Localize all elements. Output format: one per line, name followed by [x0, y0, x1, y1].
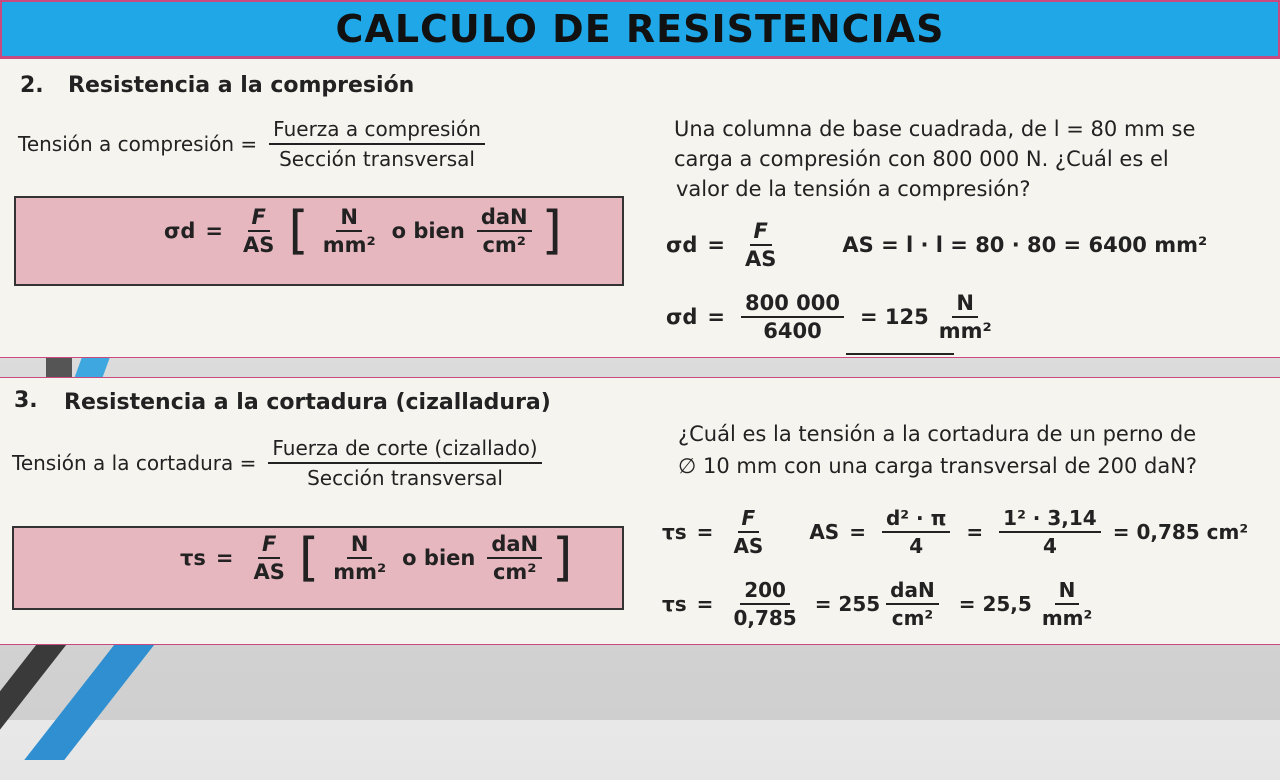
- o-bien: o bien: [402, 546, 476, 570]
- eq2-unit2-num: N: [1055, 578, 1080, 605]
- solution-eq2: σd = $\frac{800 000}{6400}$ = 125 $\frac{N}{\text{mm²}}$: [666, 291, 1002, 343]
- problem-line-2: carga a compresión con 800 000 N. ¿Cuál es el: [674, 147, 1169, 171]
- eq2-num: 200: [740, 578, 790, 605]
- eq1-area-num2: 1² · 3,14: [999, 506, 1101, 533]
- formula-As: AS: [253, 560, 285, 584]
- eq2-unit2-den: mm²: [1041, 606, 1093, 630]
- slide-title: CALCULO DE RESISTENCIAS: [335, 7, 945, 51]
- o-bien: o bien: [391, 219, 465, 243]
- section-heading: Resistencia a la cortadura (cizalladura): [64, 390, 551, 415]
- section-number: 2.: [20, 73, 44, 98]
- compression-section: [0, 58, 1280, 358]
- unit1-den: mm²: [333, 560, 387, 584]
- eq1-lhs: τs: [662, 520, 687, 544]
- eq2-unit-num: N: [952, 291, 978, 318]
- problem-line-1: ¿Cuál es la tensión a la cortadura de un perno de: [678, 422, 1197, 446]
- definition-numerator: Fuerza a compresión: [269, 117, 485, 145]
- eq1-num: F: [738, 506, 760, 533]
- definition-numerator: Fuerza de corte (cizallado): [268, 436, 541, 464]
- shear-section: [0, 377, 1280, 645]
- eq1-area-den1: 4: [909, 534, 924, 558]
- solution-eq2: τs = $\frac{200}{0,785}$ = 255 $\frac{\text{daN}}{\text{cm²}}$ = 25,5 $\frac{N}{\text{mm²}}$: [662, 578, 1102, 630]
- formula-lhs: σd: [164, 219, 196, 243]
- unit1-num: N: [347, 532, 373, 559]
- eq1-area: AS = l · l = 80 · 80 = 6400 mm²: [842, 233, 1208, 257]
- decorative-stripe-dark: [46, 357, 72, 379]
- formula-F: F: [258, 532, 280, 559]
- eq1-area-den2: 4: [1042, 534, 1057, 558]
- definition-denominator: Sección transversal: [279, 147, 475, 171]
- eq2-lhs: σd: [666, 305, 698, 329]
- solution-eq1: σd = $\frac{F}{AS}$ AS = l · l = 80 · 80 = 6400 mm²: [666, 219, 1208, 271]
- formula-lhs: τs: [180, 546, 206, 570]
- eq1-num: F: [750, 219, 772, 246]
- eq2-unit1-num: daN: [886, 578, 939, 605]
- eq2-unit-den: mm²: [938, 319, 992, 343]
- title-bar: [0, 0, 1280, 58]
- eq2-den: 0,785: [733, 606, 797, 630]
- eq2-result: = 125: [859, 305, 929, 329]
- decorative-stripe-blue: [74, 357, 110, 379]
- unit1-num: N: [336, 205, 362, 232]
- eq2-lhs: τs: [662, 592, 687, 616]
- unit2-den: cm²: [492, 560, 537, 584]
- definition-denominator: Sección transversal: [307, 466, 503, 490]
- eq2-mid: = 255: [814, 592, 881, 616]
- eq2-mid2: = 25,5: [958, 592, 1032, 616]
- definition-label: Tensión a la cortadura =: [12, 451, 257, 475]
- solution-eq1: τs = $\frac{F}{AS}$ AS = $\frac{\text{d² · π}}{4}$ = $\frac{\text{1² · 3,14}}{4}$ = 0,785 cm²: [662, 506, 1249, 558]
- eq1-area-result: = 0,785 cm²: [1112, 520, 1249, 544]
- definition: [18, 117, 485, 171]
- problem-line-3: valor de la tensión a compresión?: [676, 177, 1031, 201]
- unit1-den: mm²: [322, 233, 376, 257]
- formula: σd = $\frac{F}{AS}$ [ $\frac{N}{\text{mm²}}$ o bien $\frac{\text{daN}}{\text{cm²}}$ ]: [164, 201, 562, 261]
- eq1-area-lhs: AS: [809, 520, 840, 544]
- formula: τs = $\frac{F}{AS}$ [ $\frac{N}{\text{mm²}}$ o bien $\frac{\text{daN}}{\text{cm²}}$ ]: [180, 528, 573, 588]
- section-number: 3.: [14, 388, 38, 413]
- problem-line-2: ∅ 10 mm con una carga transversal de 200 daN?: [678, 454, 1198, 478]
- formula-As: AS: [243, 233, 275, 257]
- eq2-unit1-den: cm²: [891, 606, 934, 630]
- eq2-den: 6400: [763, 319, 822, 343]
- definition: [12, 436, 542, 490]
- definition-label: Tensión a compresión =: [18, 132, 258, 156]
- eq1-area-num1: d² · π: [882, 506, 950, 533]
- formula-F: F: [248, 205, 270, 232]
- unit2-num: daN: [477, 205, 532, 232]
- unit2-den: cm²: [482, 233, 526, 257]
- section-heading: Resistencia a la compresión: [68, 73, 415, 98]
- problem-line-1: Una columna de base cuadrada, de l = 80 mm se: [674, 117, 1196, 141]
- eq2-num: 800 000: [741, 291, 844, 318]
- result-underline: [846, 353, 954, 355]
- unit2-num: daN: [487, 532, 542, 559]
- eq1-den: AS: [745, 247, 777, 271]
- eq1-den: AS: [733, 534, 764, 558]
- eq1-lhs: σd: [666, 233, 698, 257]
